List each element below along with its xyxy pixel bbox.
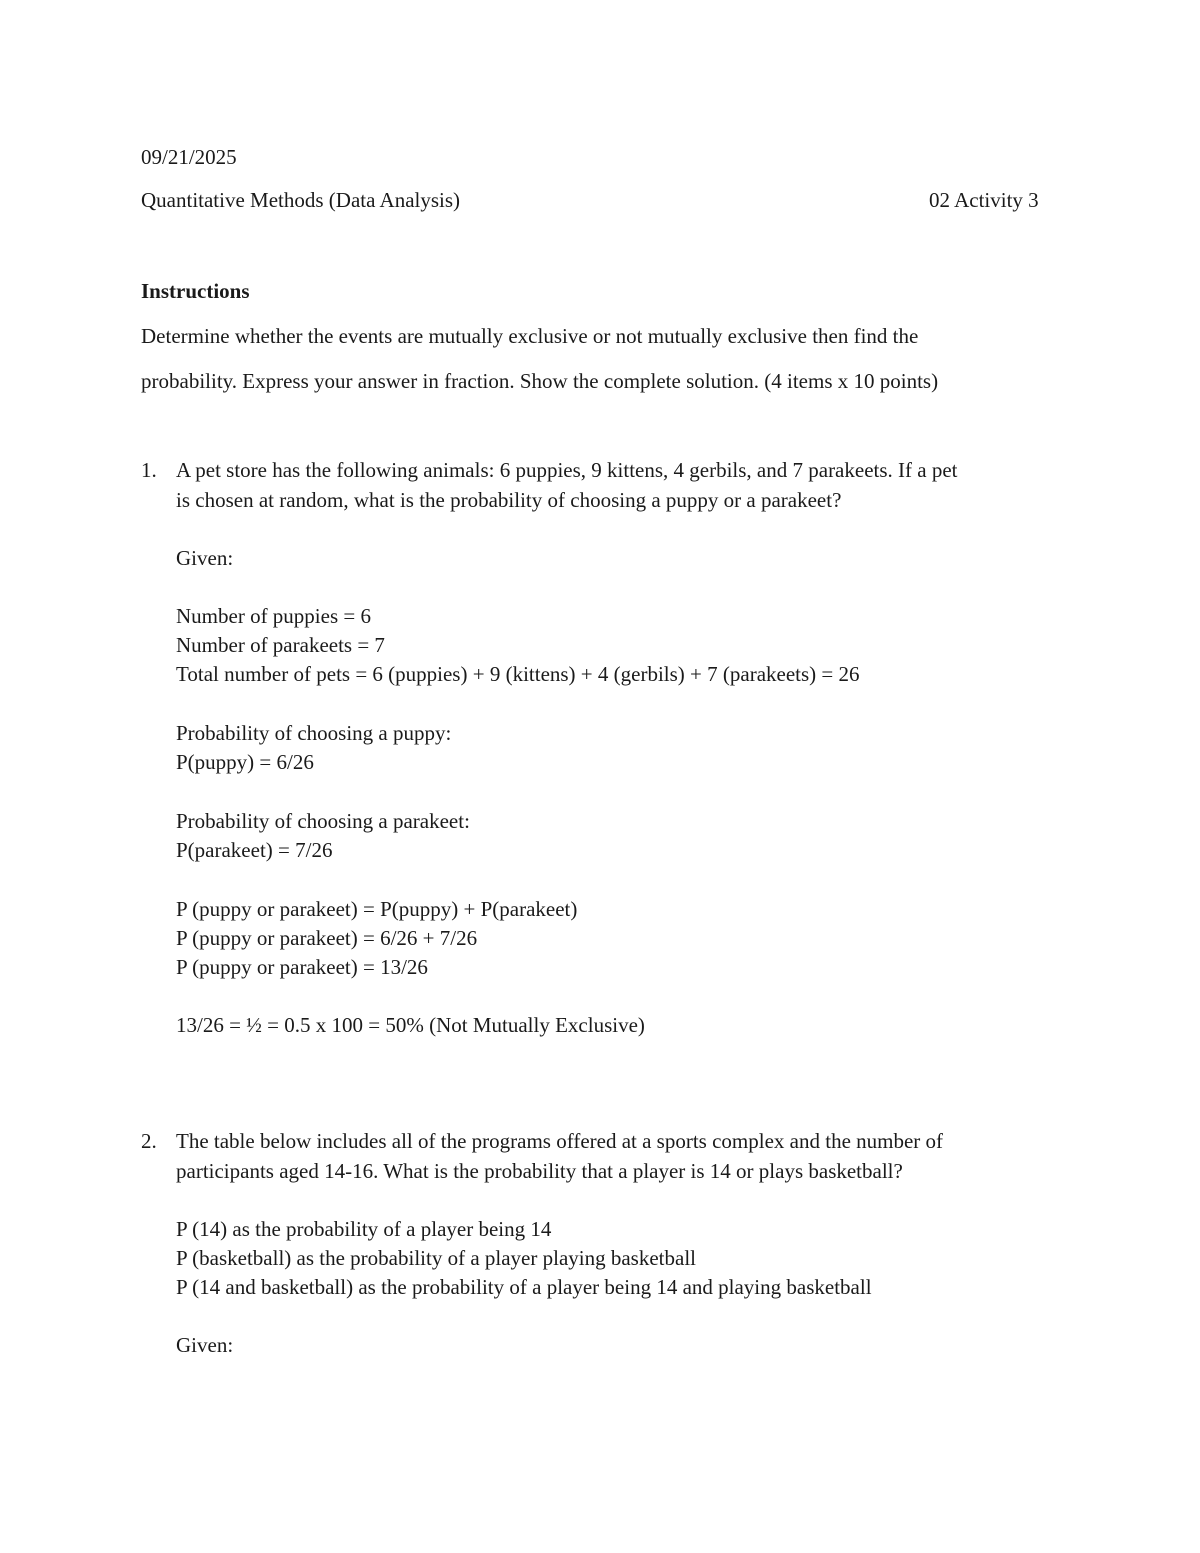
instructions-heading: Instructions bbox=[141, 279, 250, 303]
item1-puppy-label: Probability of choosing a puppy: bbox=[176, 721, 452, 745]
item1-question-line2: is chosen at random, what is the probability of choosing a puppy or a parakeet? bbox=[176, 488, 842, 512]
item1-number: 1. bbox=[141, 458, 157, 482]
item1-formula3: P (puppy or parakeet) = 13/26 bbox=[176, 955, 428, 979]
activity-label: 02 Activity 3 bbox=[929, 188, 1039, 212]
item2-given-label: Given: bbox=[176, 1333, 234, 1357]
item1-formula1: P (puppy or parakeet) = P(puppy) + P(parakeet) bbox=[176, 897, 578, 921]
item1-given-parakeets: Number of parakeets = 7 bbox=[176, 633, 385, 657]
course-title: Quantitative Methods (Data Analysis) bbox=[141, 188, 461, 212]
item2-definition2: P (basketball) as the probability of a player playing basketball bbox=[176, 1246, 696, 1270]
item1-answer: 13/26 = ½ = 0.5 x 100 = 50% (Not Mutually Exclusive) bbox=[176, 1013, 645, 1037]
date: 09/21/2025 bbox=[141, 145, 237, 169]
instructions-text-line1: Determine whether the events are mutually exclusive or not mutually exclusive then find the bbox=[141, 324, 919, 348]
item1-given-total: Total number of pets = 6 (puppies) + 9 (kittens) + 4 (gerbils) + 7 (parakeets) = 26 bbox=[176, 662, 860, 686]
item1-parakeet-label: Probability of choosing a parakeet: bbox=[176, 809, 470, 833]
item2-question-line1: The table below includes all of the programs offered at a sports complex and the number of bbox=[176, 1129, 944, 1153]
item2-question-line2: participants aged 14-16. What is the probability that a player is 14 or plays basketball? bbox=[176, 1159, 903, 1183]
item1-puppy-value: P(puppy) = 6/26 bbox=[176, 750, 314, 774]
item1-parakeet-value: P(parakeet) = 7/26 bbox=[176, 838, 333, 862]
item1-formula2: P (puppy or parakeet) = 6/26 + 7/26 bbox=[176, 926, 478, 950]
instructions-text-line2: probability. Express your answer in fraction. Show the complete solution. (4 items x 10 points) bbox=[141, 369, 939, 393]
item2-definition3: P (14 and basketball) as the probability of a player being 14 and playing basketball bbox=[176, 1275, 872, 1299]
item2-number: 2. bbox=[141, 1129, 157, 1153]
item1-given-puppies: Number of puppies = 6 bbox=[176, 604, 371, 628]
item2-definition1: P (14) as the probability of a player being 14 bbox=[176, 1217, 552, 1241]
item1-question-line1: A pet store has the following animals: 6 puppies, 9 kittens, 4 gerbils, and 7 parakeets. If a pet bbox=[176, 458, 958, 482]
item1-given-label: Given: bbox=[176, 546, 234, 570]
